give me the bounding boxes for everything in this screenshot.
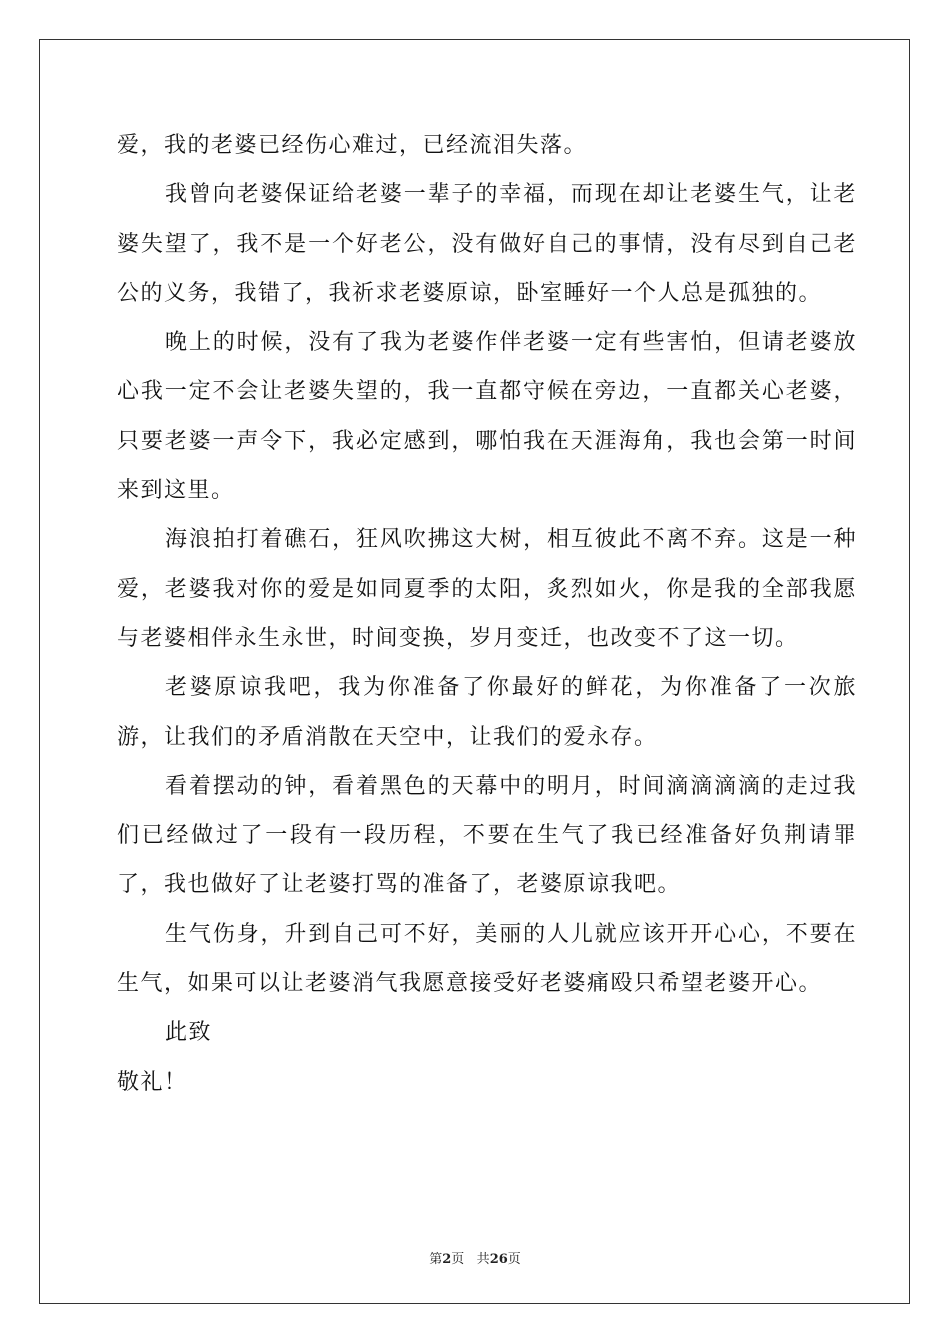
letter-body: [117, 121, 857, 1107]
total-prefix: 共: [476, 1252, 490, 1267]
total-pages: 26: [489, 1252, 508, 1267]
paragraph-6: 看着摆动的钟，看着黑色的天幕中的明月，时间滴滴滴滴的走过我们已经做过了一段有一段历程，不要在生气了我已经准备好负荆请罪了，我也做好了让老婆打骂的准备了，老婆原谅我吧。: [117, 773, 857, 898]
paragraph-1: 爱，我的老婆已经伤心难过，已经流泪失落。: [117, 133, 588, 158]
total-unit: 页: [507, 1252, 521, 1267]
paragraph-2: 我曾向老婆保证给老婆一辈子的幸福，而现在却让老婆生气，让老婆失望了，我不是一个好老公，没有做好自己的事情，没有尽到自己老公的义务，我错了，我祈求老婆原谅，卧室睡好一个人总是孤独的。: [117, 182, 857, 306]
paragraph-5: 老婆原谅我吧，我为你准备了你最好的鲜花，为你准备了一次旅游，让我们的矛盾消散在天空中，让我们的爱永存。: [117, 675, 857, 750]
paragraph-7: 生气伤身，升到自己可不好，美丽的人儿就应该开开心心，不要在生气，如果可以让老婆消气我愿意接受好老婆痛殴只希望老婆开心。: [117, 921, 857, 997]
paragraph-3: 晚上的时候，没有了我为老婆作伴老婆一定有些害怕，但请老婆放心我一定不会让老婆失望的，我一直都守候在旁边，一直都关心老婆，只要老婆一声令下，我必定感到，哪怕我在天涯海角，我也会第一时间来到这里。: [117, 330, 857, 504]
page-unit: 页: [451, 1252, 465, 1267]
page-number: 2: [442, 1252, 452, 1267]
closing-regards: 敬礼！: [117, 1069, 188, 1095]
closing-salutation: 此致: [165, 1020, 213, 1046]
page-prefix: 第: [429, 1252, 443, 1267]
paragraph-4: 海浪拍打着礁石，狂风吹拂这大树，相互彼此不离不弃。这是一种爱，老婆我对你的爱是如同夏季的太阳，炙烈如火，你是我的全部我愿与老婆相伴永生永世，时间变换，岁月变迁，也改变不了这一切。: [117, 527, 857, 651]
page-footer: [0, 1248, 950, 1267]
